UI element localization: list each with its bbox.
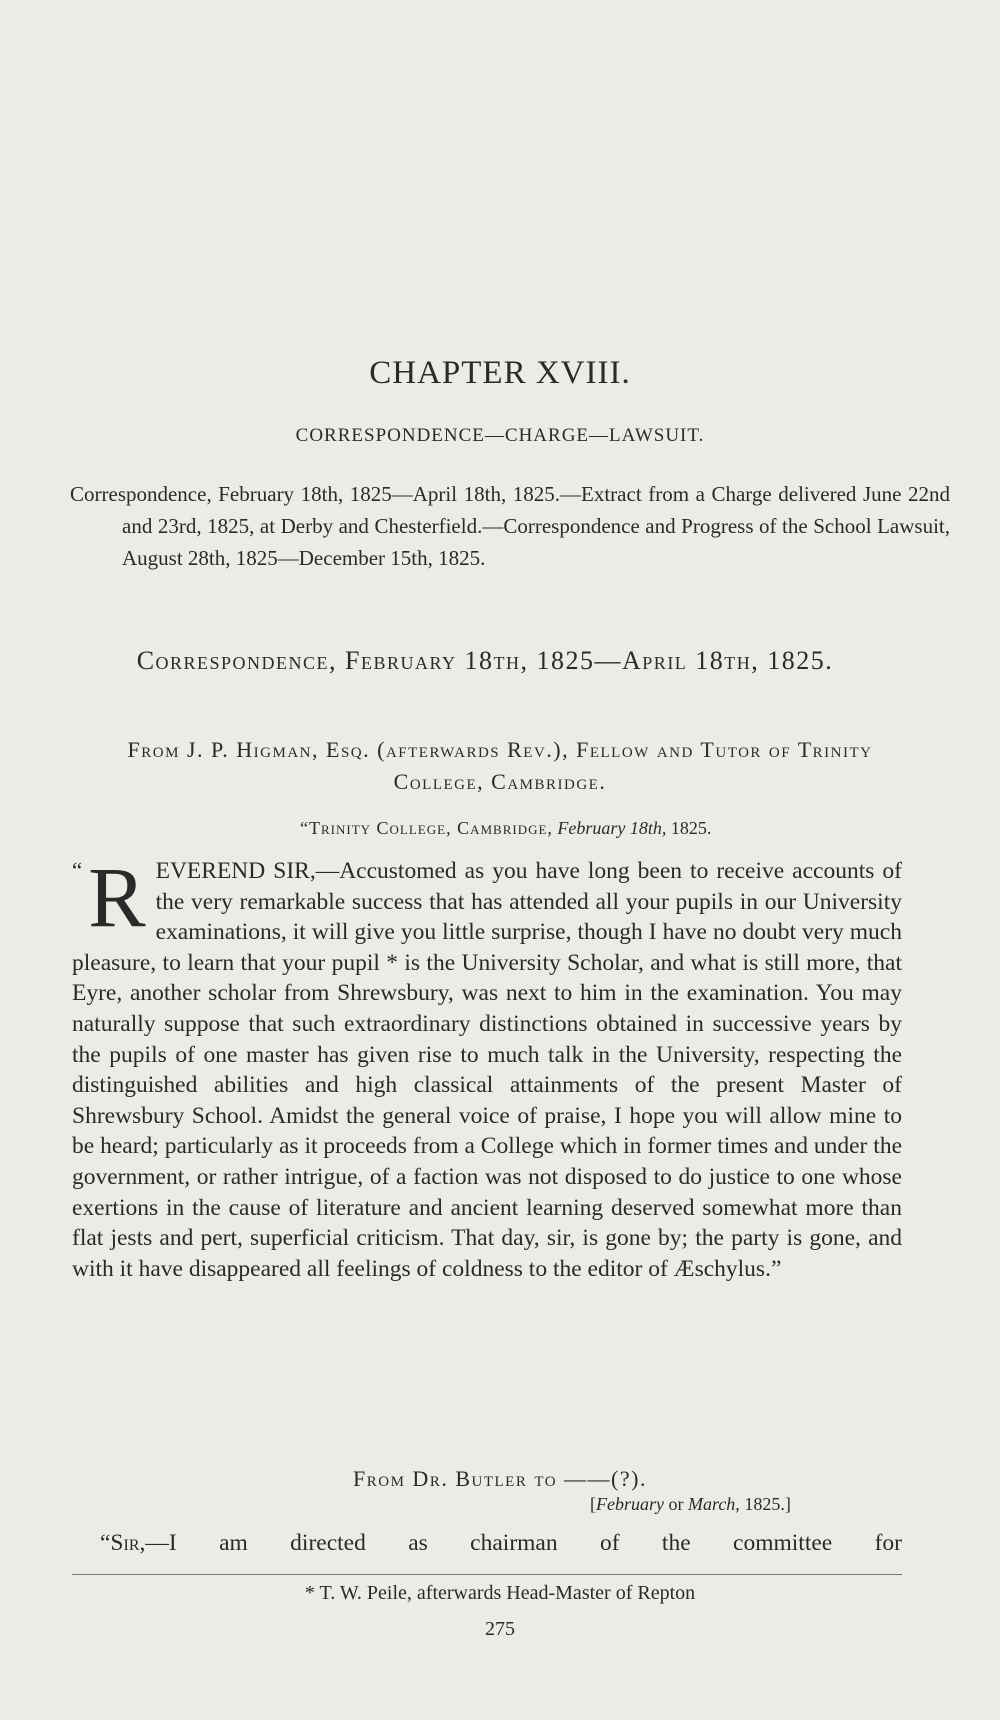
section-heading: Correspondence, February 18th, 1825—April 18th, 1825.	[136, 646, 834, 675]
letter-text: EVEREND SIR,—Accustomed as you have long been to receive accounts of the very remarkable success that has attended all your pupils in our University examinations, it will give you little surprise, though I have no doubt very much pleasure, to learn that your pupil * is the University Scholar, and what is still more, that Eyre, another scholar from Shrewsbury, was next to him in the examination. You may naturally suppose that such extraordinary distinctions obtained in successive years by the pupils of one master has given rise to much talk in the University, respecting the distinguished abilities and high classical attainments of the present Master of Shrewsbury School. Amidst the general voice of praise, I hope you will allow mine to be heard; particularly as it proceeds from a College which in former times and under the government, or rather intrigue, of a faction was not disposed to do justice to one whose exertions in the cause of literature and ancient learning deserved somewhat more than flat jests and pert, superficial criticism. That day, sir, is gone by; the party is gone, and with it have disappeared all feelings of coldness to the editor of Æschylus.”	[72, 858, 902, 1282]
dateline2-year: 1825.]	[744, 1494, 791, 1514]
footnote: * T. W. Peile, afterwards Head-Master of Repton	[304, 1582, 696, 1604]
dateline-year: 1825.	[670, 818, 712, 838]
open-quote: “	[72, 858, 83, 883]
letter2-heading: From Dr. Butler to ——(?).	[353, 1466, 647, 1491]
footnote-rule	[72, 1574, 902, 1575]
dateline2-open: [	[590, 1494, 596, 1514]
page-number: 275	[485, 1618, 515, 1640]
chapter-title: CHAPTER XVIII.	[369, 355, 631, 391]
chapter-subtitle: CORRESPONDENCE—CHARGE—LAWSUIT.	[295, 425, 705, 446]
letter2-first-line: —I am directed as chairman of the committee for	[145, 1530, 902, 1556]
letter-dateline	[300, 818, 711, 839]
letter-heading: From J. P. Higman, Esq. (afterwards Rev.), Fellow and Tutor of Trinity College, Cambridge.	[127, 737, 873, 794]
dateline2-month1: February	[596, 1494, 664, 1514]
dateline-place: “Trinity College, Cambridge,	[300, 818, 553, 838]
dateline2-month2: March,	[687, 1494, 740, 1514]
drop-cap: R	[88, 849, 146, 945]
dateline-date: February 18th,	[557, 818, 667, 838]
letter-body	[72, 849, 902, 1284]
letter2-dateline	[590, 1494, 791, 1515]
chapter-summary: Correspondence, February 18th, 1825—April 18th, 1825.—Extract from a Charge delivered June 22nd and 23rd, 1825, at Derby and Chesterfield.—Correspondence and Progress of the School Lawsuit, August 28th, 1825—December 15th, 1825.	[70, 482, 950, 570]
letter2-salutation: “Sir,	[100, 1530, 146, 1556]
dateline2-or: or	[668, 1494, 684, 1514]
letter2-opening	[100, 1530, 902, 1557]
